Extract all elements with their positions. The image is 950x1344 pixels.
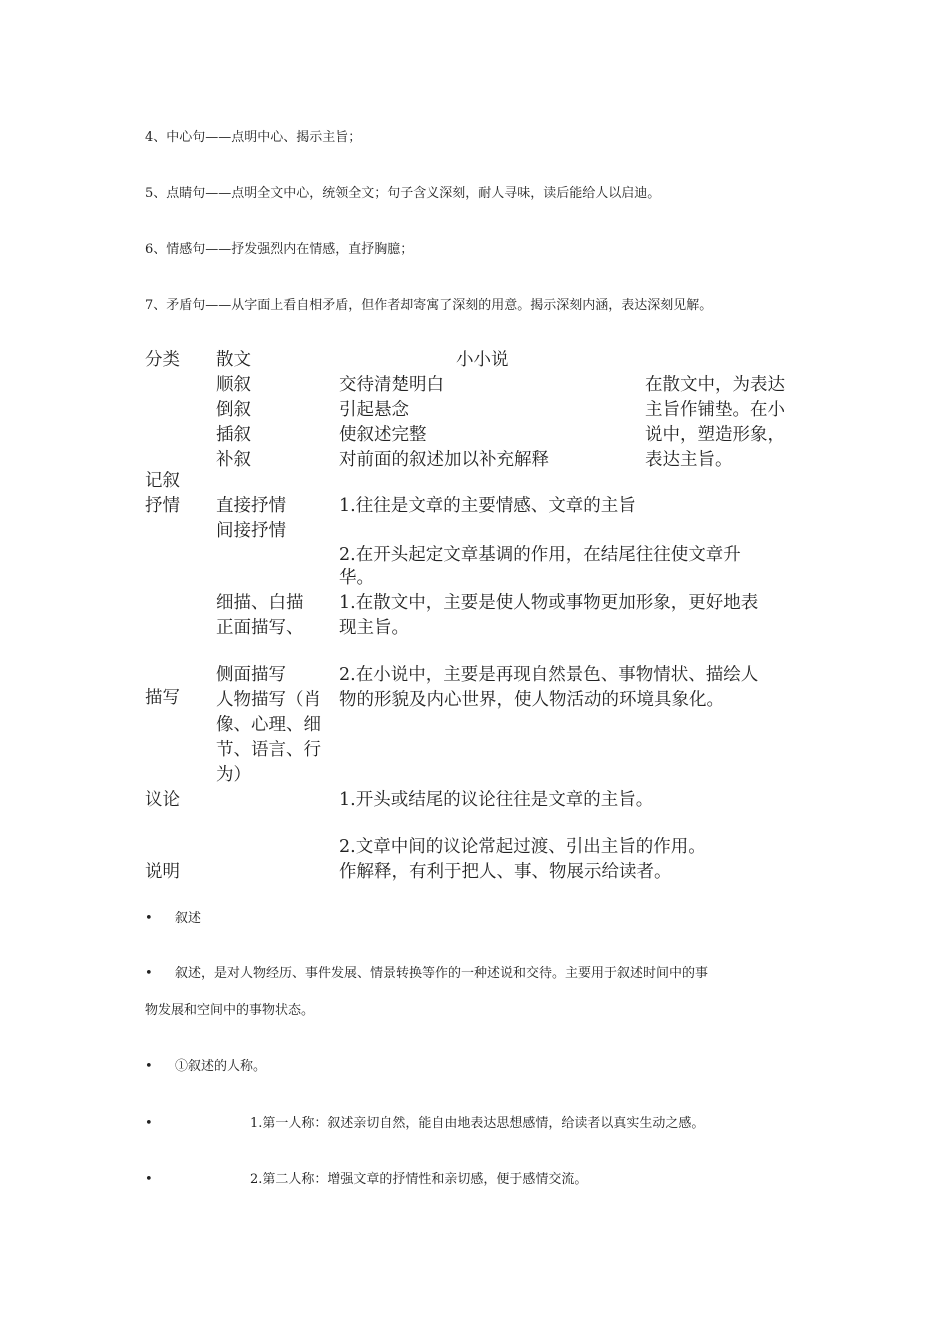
category-lyric: 抒情 <box>145 496 180 516</box>
header-category: 分类 <box>145 350 180 370</box>
bullet-marker: • <box>145 1059 153 1074</box>
category-narration: 记叙 <box>145 471 180 491</box>
narr-method: 倒叙 <box>216 400 251 420</box>
narr-note: 在散文中，为表达 <box>645 375 785 395</box>
bullet-marker: • <box>145 1116 153 1131</box>
second-person-item: 2.第二人称：增强文章的抒情性和亲切感，便于感情交流。 <box>250 1172 588 1187</box>
sentence-7: 7、矛盾句——从字面上看自相矛盾，但作者却寄寓了深刻的用意。揭示深刻内涵，表达深刻见解。 <box>145 298 713 313</box>
narr-effect: 使叙述完整 <box>339 425 427 445</box>
bullet-marker: • <box>145 911 153 926</box>
lyric-method: 直接抒情 <box>216 496 286 516</box>
first-person-item: 1.第一人称：叙述亲切自然，能自由地表达思想感情，给读者以真实生动之感。 <box>250 1116 705 1131</box>
definition-line: 物发展和空间中的事物状态。 <box>145 1003 315 1018</box>
lyric-effect: 华。 <box>339 568 374 588</box>
narr-effect: 对前面的叙述加以补充解释 <box>339 450 549 470</box>
bullet-marker: • <box>145 966 153 981</box>
person-title: ①叙述的人称。 <box>175 1059 267 1074</box>
narr-effect: 引起悬念 <box>339 400 409 420</box>
narr-method: 插叙 <box>216 425 251 445</box>
lyric-method: 间接抒情 <box>216 521 286 541</box>
category-explanation: 说明 <box>145 862 180 882</box>
desc-method: 节、语言、行 <box>216 740 321 760</box>
definition-line: 叙述，是对人物经历、事件发展、情景转换等作的一种述说和交待。主要用于叙述时间中的事 <box>175 966 709 981</box>
argue-effect: 1.开头或结尾的议论往往是文章的主旨。 <box>339 790 654 810</box>
desc-effect: 2.在小说中，主要是再现自然景色、事物情状、描绘人 <box>339 665 759 685</box>
narr-method: 补叙 <box>216 450 251 470</box>
explain-effect: 作解释，有利于把人、事、物展示给读者。 <box>339 862 672 882</box>
desc-method: 像、心理、细 <box>216 715 321 735</box>
section-title: 叙述 <box>175 911 202 926</box>
narr-note: 说中，塑造形象， <box>645 425 785 445</box>
narr-method: 顺叙 <box>216 375 251 395</box>
sentence-4: 4、中心句——点明中心、揭示主旨； <box>145 130 362 145</box>
narr-note: 主旨作铺垫。在小 <box>645 400 785 420</box>
desc-effect: 物的形貌及内心世界，使人物活动的环境具象化。 <box>339 690 724 710</box>
narr-note: 表达主旨。 <box>645 450 733 470</box>
lyric-effect: 2.在开头起定文章基调的作用，在结尾往往使文章升 <box>339 545 741 565</box>
header-prose: 散文 <box>216 350 251 370</box>
category-argument: 议论 <box>145 790 180 810</box>
sentence-6: 6、情感句——抒发强烈内在情感，直抒胸臆； <box>145 242 414 257</box>
desc-effect: 1.在散文中，主要是使人物或事物更加形象，更好地表 <box>339 593 759 613</box>
narr-effect: 交待清楚明白 <box>339 375 444 395</box>
desc-method: 为） <box>216 765 251 785</box>
desc-method: 正面描写、 <box>216 618 304 638</box>
desc-method: 细描、白描 <box>216 593 304 613</box>
lyric-effect: 1.往往是文章的主要情感、文章的主旨 <box>339 496 636 516</box>
category-description: 描写 <box>145 688 180 708</box>
bullet-marker: • <box>145 1172 153 1187</box>
desc-method: 人物描写（肖 <box>216 690 321 710</box>
desc-method: 侧面描写 <box>216 665 286 685</box>
header-novel: 小小说 <box>456 350 509 370</box>
argue-effect: 2.文章中间的议论常起过渡、引出主旨的作用。 <box>339 837 706 857</box>
desc-effect: 现主旨。 <box>339 618 409 638</box>
sentence-5: 5、点睛句——点明全文中心，统领全文；句子含义深刻，耐人寻味，读后能给人以启迪。 <box>145 186 661 201</box>
